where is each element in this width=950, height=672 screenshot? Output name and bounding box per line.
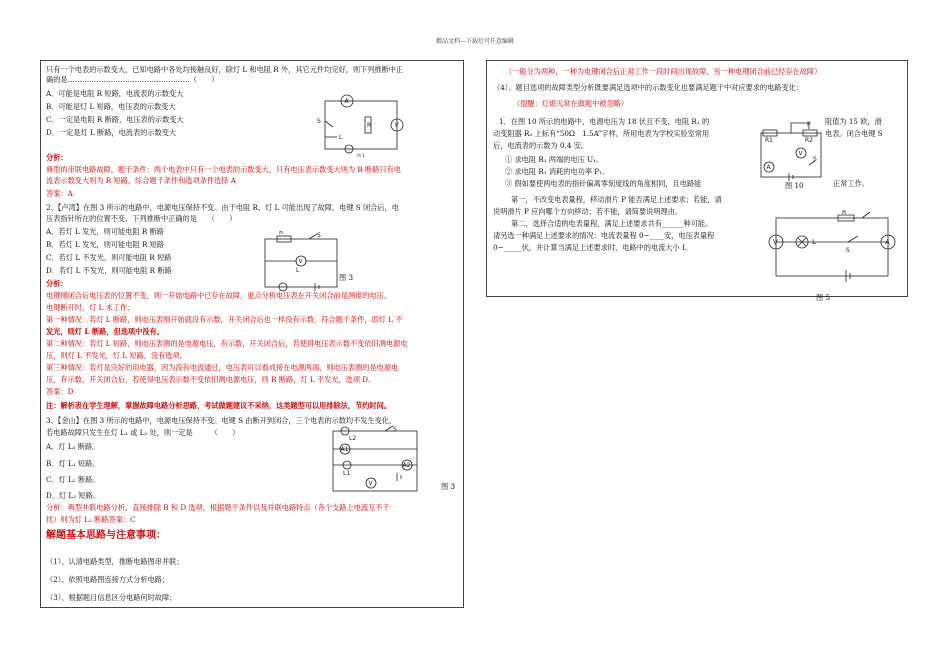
q2-analysis-line: 电键断开时，灯 L 未工作； [46,303,135,312]
q2-figure-caption: 图 3 [339,273,354,282]
q2-answer: 答案：D [46,387,74,396]
svg-text:A: A [344,98,349,105]
sub-question: ① 求电阻 R₁ 两端的电压 U₁。 [505,155,604,164]
q2-analysis-line: 压，则灯 L 不发光，灯 L 短路，没有选项。 [46,351,187,360]
svg-text:P: P [807,121,811,128]
svg-text:V: V [394,122,399,129]
part-two-text: 0~_____伏，并计算当满足上述要求时，电路中的电流大小 I。 [493,243,693,252]
left-panel [40,60,464,608]
q3-option: C．灯 L₂ 断路。 [46,475,100,484]
step-item: （3）、根据题目信息区分电路何时故障； [46,593,177,602]
svg-text:A: A [766,164,771,171]
svg-text:S: S [317,118,321,125]
q1-option: A．可能是电阻 R 短路，电流表的示数变大 [46,89,184,98]
q2-note: 注：解析表在学生理解，掌握故障电路分析思路，考试做题建议不采纳，这类题型可以用排除法，节约时间。 [46,401,392,410]
fault-types-line: （一般分为两种，一种为电键闭合后正常工作一段时间出现故障，另一种电键闭合前已经存在故障） [505,67,822,76]
q1-analysis-line: 流表示数变大则为 R 短路，综合题干条件和选项条件选择 A [46,176,236,185]
page-header: 精品文档---下载后可任意编辑 [435,38,515,45]
normal-operation: 正常工作。 [833,179,869,188]
q2-option: A．若灯 L 发光，则可能电阻 R 断路 [46,227,164,236]
q1-option: B．可能是灯 L 短路，电压表的示数变大 [46,102,176,111]
sub-question: ② 求电阻 R₁ 消耗的电功率 P₁。 [505,167,610,176]
q3-circuit-diagram [325,425,437,501]
option-analysis-line: （4）、题目选项的故障类型分析既要满足选项中的示数变化也要满足题干中对应要求的电路变化： [493,83,804,92]
intro-line: 只有一个电表的示数变大，已知电路中各处均接触良好，除灯 L 和电阻 R 外，其它元件均完好，则下列推断中正 [46,65,404,74]
step-item: （1）、认清电路类型，推断电路图串并联； [46,557,184,566]
fig5-caption: 图 5 [816,293,831,302]
fig10-circuit-diagram [751,117,829,183]
svg-text:图 1: 图 1 [357,153,365,157]
q3-analysis-line: 扰）则为灯 L₂ 断路答案：C [46,515,136,524]
svg-text:L: L [339,134,343,141]
fig10-caption: 图 10 [785,181,804,190]
svg-text:R: R [367,122,372,129]
q2-analysis-line: 第二种情况：若灯 L 短路，则电压表测的是电源电压，有示数，开关闭合后，若使得电压表示数不变依旧测电源电 [46,339,408,348]
svg-text:L2: L2 [349,435,357,442]
section-title: 解题基本思路与注意事项： [46,530,166,541]
q1-option: D．一定是灯 L 断路，电流表的示数变大 [46,128,177,137]
q2-analysis-line: 压，有示数，开关闭合后，若使得电压表示数不变依旧测电源电压，则 R 断路，灯 L 不发光，选项 D。 [46,375,376,384]
svg-text:V: V [798,150,803,157]
q1-answer: 答案：A [46,189,73,198]
q1-circuit-diagram [313,91,413,157]
q3-option: B．灯 L₁ 短路。 [46,459,100,468]
part-two-text: 第二，选择合适的电表量程，满足上述要求共有______种可能。 [511,219,713,228]
svg-text:R: R [842,210,847,216]
q2-option: B．若灯 L 发光，则可能电阻 R 短路 [46,240,165,249]
svg-text:A2: A2 [402,462,411,469]
problem-text-right: 阻值为 15 欧，滑 [825,117,882,126]
fig5-circuit-diagram [766,210,898,286]
sub-question: ③ 假如要使两电表的指针偏离零刻度线的角度相同，且电路能 [505,179,702,188]
problem-text-right: 电表。闭合电键 S [825,129,883,138]
svg-text:V: V [773,238,778,247]
svg-text:V: V [368,480,373,487]
svg-text:A1: A1 [340,446,349,453]
step-item: （2）、依照电路图连接方式分析电路； [46,575,170,584]
svg-text:L: L [296,267,300,274]
q2-analysis-label: 分析： [46,279,68,288]
svg-text:L1: L1 [343,470,351,477]
q1-analysis-line: 典型的串联电路故障，题干条件：两个电表中只有一个电表的示数变大，只有电压表示数变大则为 R 断路只有电 [46,165,401,174]
q3-figure-caption: 图 3 [441,482,456,491]
part-two-text: 请另选一种满足上述要求的情况：电流表量程 0~____安，电压表量程 [493,231,715,240]
tip-line: （提醒：灯熄灭常在做题中被忽略） [513,99,629,108]
q2-analysis-line: 发光，则灯 L 断路，但选项中没有。 [46,327,164,336]
q3-title: 3、【金山】在图 3 所示的电路中，电源电压保持不变。电键 S 由断开到闭合，三个电表的示数均不发生变化， [46,416,397,425]
q2-option: D．若灯 L 不发光，则可能电阻 R 断路 [46,266,172,275]
part-one-text: 说明滑片 P 应向哪个方向移动；若不能，请简要说明理由。 [493,207,683,216]
q2-title-cont: 压表指针所在的位置不变，下列推断中正确的是 （ ） [46,214,237,223]
q2-analysis-line: 第一种情况：若灯 L 断路，则电压表刚开始就没有示数，开关闭合后也一样没有示数，符合题干条件，即灯 L 不 [46,315,403,324]
problem-text: 1．在图 10 所示的电路中，电源电压为 18 伏且不变，电阻 R₁ 的 [499,117,710,126]
svg-text:R: R [279,231,284,236]
svg-text:A: A [885,238,890,247]
q3-option: A．灯 L₁ 断路。 [46,442,100,451]
q3-option: D．灯 L₂ 短路。 [46,491,100,500]
q2-circuit-diagram [259,231,343,293]
svg-text:S: S [317,232,321,239]
svg-text:S: S [393,426,397,433]
q2-analysis-line: 电键刚闭合后电压表的位置不变，则一开始电路中已存在故障，重点分析电压表在开关闭合前是测谁的电压。 [46,291,392,300]
svg-text:R2: R2 [805,137,813,144]
q2-option: C．若灯 L 不发光，则可能电阻 R 短路 [46,253,172,262]
intro-line: 确的是……………………………………………（ ） [46,75,219,84]
svg-text:S: S [813,156,817,163]
part-one-text: 第一，不改变电表量程，移动滑片 P 能否满足上述要求；若能，请 [511,195,722,204]
q3-analysis-line: 分析：典型并联电路分析，直接排除 B 和 D 选项，根据题干条件以及并联电路特点（各个支路上电流互不干 [46,503,390,512]
q3-title-cont: 若电路故障只发生在灯 L₁ 或 L₂ 处，则一定是 （ ） [46,428,240,437]
svg-text:L: L [812,238,816,246]
problem-text: 后，电流表的示数为 0.4 安。 [493,141,589,150]
q1-analysis-label: 分析： [46,153,68,162]
q2-title: 2、【卢湾】在图 3 所示的电路中，电源电压保持不变。由于电阻 R、灯 L 可能出现了故障，电键 S 闭合后，电 [46,203,399,212]
q1-option: C．一定是电阻 R 断路，电压表的示数变大 [46,115,184,124]
problem-text: 动变阻器 R₂ 上标有“50Ω 1.5A”字样，所用电表为学校实验室常用 [493,129,710,138]
svg-text:S: S [846,247,850,254]
q2-analysis-line: 第三种情况：若灯是完好的用电器，因为没有电流通过，电压表可以看成接在电源两端，则电压表测的是电源电 [46,363,399,372]
svg-text:R1: R1 [765,137,773,144]
svg-text:V: V [298,258,303,265]
